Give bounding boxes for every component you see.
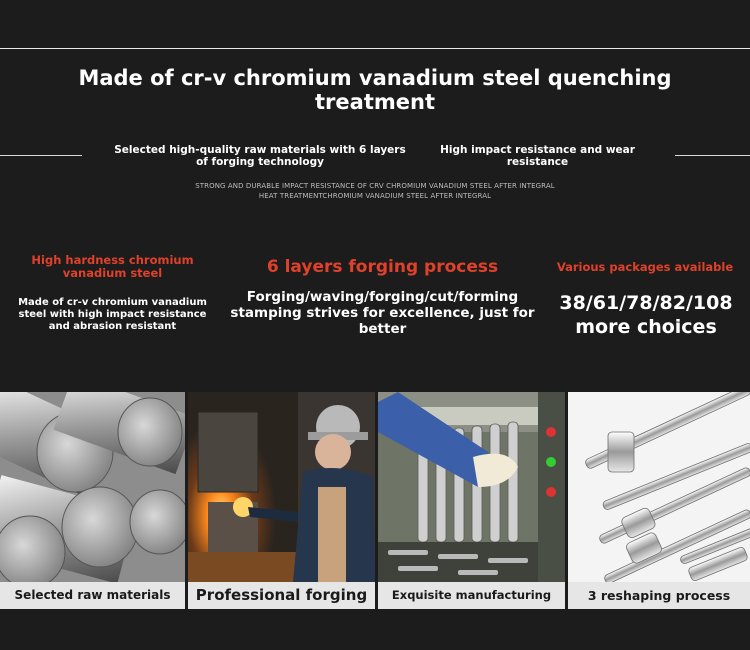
- column-2-heading: 6 layers forging process: [266, 257, 499, 277]
- detail-text-line-2: HEAT TREATMENTCHROMIUM VANADIUM STEEL AFTER INTEGRAL: [258, 192, 492, 200]
- top-divider: [0, 48, 750, 49]
- panel-raw-materials-caption: Selected raw materials: [0, 582, 185, 609]
- detail-text: [170, 181, 580, 201]
- column-2-body: Forging/waving/forging/cut/forming stamping strives for excellence, just for better: [230, 289, 535, 337]
- panel-raw-materials: [0, 392, 185, 609]
- feature-raw-materials: Selected high-quality raw materials with 6 layers of forging technology: [114, 144, 406, 168]
- left-divider-line: [0, 155, 82, 156]
- column-3-heading: Various packages available: [556, 260, 734, 274]
- steel-bars-photo: [0, 392, 185, 609]
- wrench-production-photo: [378, 392, 565, 609]
- column-1-body: Made of cr-v chromium vanadium steel with high impact resistance and abrasion resistant: [18, 297, 207, 332]
- column-1-heading: High hardness chromium vanadium steel: [31, 253, 194, 280]
- detail-text-line-1: STRONG AND DURABLE IMPACT RESISTANCE OF CRV CHROMIUM VANADIUM STEEL AFTER INTEGRAL: [195, 182, 555, 190]
- socket-tools-photo: [568, 392, 750, 609]
- column-3-body: 38/61/78/82/108 more choices: [559, 292, 733, 338]
- panel-manufacturing: [378, 392, 565, 609]
- right-divider-line: [675, 155, 750, 156]
- page-title: Made of cr-v chromium vanadium steel quenching treatment: [78, 66, 672, 114]
- feature-impact-resistance: High impact resistance and wear resistance: [440, 144, 635, 168]
- panel-manufacturing-caption: Exquisite manufacturing: [378, 582, 565, 609]
- panel-forging: [188, 392, 375, 609]
- forging-worker-photo: [188, 392, 375, 609]
- panel-reshaping-caption: 3 reshaping process: [568, 582, 750, 609]
- panel-reshaping: [568, 392, 750, 609]
- panel-forging-caption: Professional forging: [188, 582, 375, 609]
